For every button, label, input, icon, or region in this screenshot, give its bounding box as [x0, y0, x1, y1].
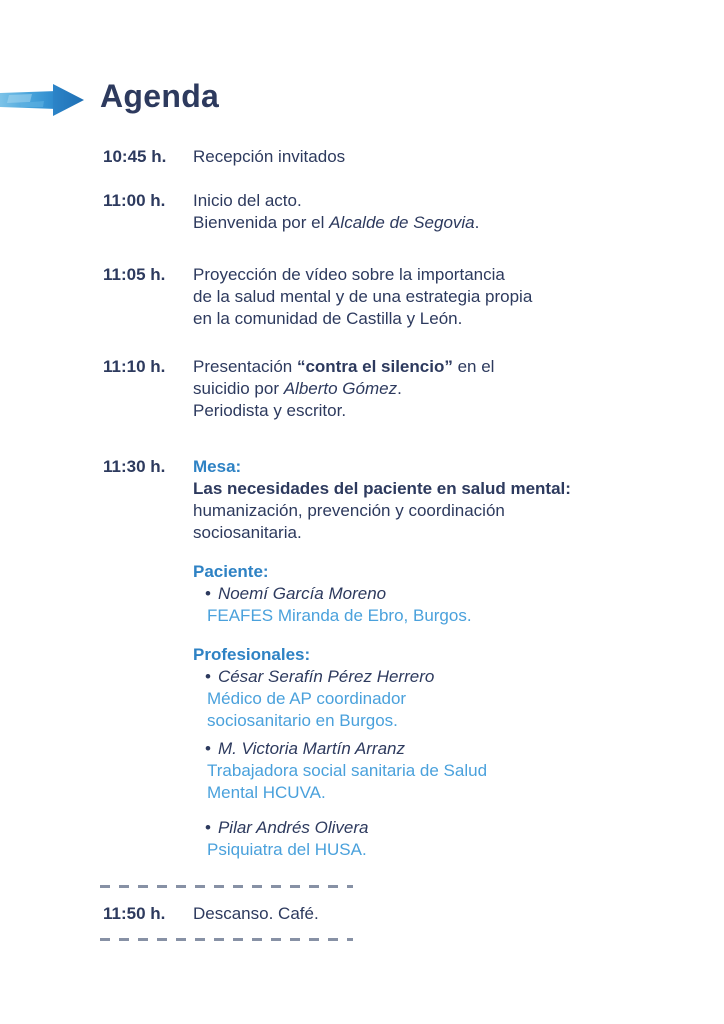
- text-segment: Proyección de vídeo sobre la importancia: [193, 265, 505, 284]
- speaker-name: M. Victoria Martín Arranz: [217, 739, 406, 758]
- group-header: Profesionales:: [193, 645, 311, 664]
- text-segment: Periodista y escritor.: [193, 401, 347, 420]
- bullet-icon: •: [205, 584, 211, 603]
- text-segment: Inicio del acto.: [193, 191, 302, 210]
- text-line: [193, 500, 571, 522]
- time-label: 11:50 h.: [103, 904, 166, 923]
- time-label: 11:00 h.: [103, 191, 166, 210]
- speaker-line: [205, 738, 571, 760]
- dashed-divider: [100, 938, 353, 941]
- agenda-item-1045: [103, 146, 643, 168]
- text-line: [193, 522, 571, 544]
- arrow-icon-svg: [0, 81, 88, 119]
- text-line: [193, 286, 532, 308]
- text-line: [193, 146, 345, 168]
- agenda-item-1110: [103, 356, 643, 422]
- text-segment: .: [397, 379, 402, 398]
- text-line: [193, 356, 494, 378]
- speaker-role: FEAFES Miranda de Ebro, Burgos.: [207, 606, 472, 625]
- speaker-role: Mental HCUVA.: [207, 783, 326, 802]
- text-segment: en la comunidad de Castilla y León.: [193, 309, 463, 328]
- time-label: 11:05 h.: [103, 265, 166, 284]
- mesa-label: Mesa:: [193, 457, 242, 476]
- text-segment: Recepción invitados: [193, 147, 346, 166]
- speaker-group-profesionales: [193, 644, 571, 861]
- arrow-icon: [0, 81, 88, 119]
- speaker-role: Psiquiatra del HUSA.: [207, 840, 367, 859]
- bullet-icon: •: [205, 739, 211, 758]
- time-label: 11:10 h.: [103, 357, 166, 376]
- text-line: [193, 400, 494, 422]
- text-segment-bold: “contra el silencio”: [296, 357, 453, 376]
- item-content: [193, 146, 345, 168]
- text-segment-italic: Alberto Gómez: [283, 379, 398, 398]
- speaker-name: Pilar Andrés Olivera: [217, 818, 369, 837]
- mesa-title: Las necesidades del paciente en salud mental:: [193, 479, 571, 498]
- speaker-role: sociosanitario en Burgos.: [207, 711, 398, 730]
- speaker-line: [205, 583, 571, 605]
- item-content: [193, 190, 479, 234]
- time-label: 10:45 h.: [103, 147, 167, 166]
- agenda-item-1105: [103, 264, 643, 330]
- text-line: [193, 264, 532, 286]
- text-segment: Presentación: [193, 357, 297, 376]
- text-segment: sociosanitaria.: [193, 523, 302, 542]
- text-segment: .: [474, 213, 480, 232]
- text-segment: en el: [452, 357, 495, 376]
- agenda-item-1150: [103, 903, 643, 925]
- bullet-icon: •: [205, 818, 211, 837]
- text-segment-italic: Alcalde de Segovia: [329, 213, 475, 232]
- text-segment: Descanso. Café.: [193, 904, 319, 923]
- item-content: [193, 903, 319, 925]
- speaker-line: [205, 666, 571, 688]
- page-title: Agenda: [100, 78, 220, 114]
- text-line: [193, 903, 319, 925]
- group-header: Paciente:: [193, 562, 269, 581]
- item-content: [193, 264, 532, 330]
- text-line: [193, 378, 494, 400]
- agenda-item-1130: [103, 456, 643, 861]
- speaker-line: [205, 817, 571, 839]
- text-line: [193, 308, 532, 330]
- agenda-list: [103, 146, 643, 941]
- speaker-group-paciente: [193, 561, 571, 627]
- speaker-name: Noemí García Moreno: [217, 584, 387, 603]
- text-line: [193, 212, 479, 234]
- text-segment: humanización, prevención y coordinación: [193, 501, 505, 520]
- dashed-divider: [100, 885, 353, 888]
- text-segment: suicidio por: [193, 379, 284, 398]
- speaker-role: Médico de AP coordinador: [207, 689, 407, 708]
- item-content: [193, 456, 571, 861]
- item-content: [193, 356, 494, 422]
- bullet-icon: •: [205, 667, 211, 686]
- time-label: 11:30 h.: [103, 457, 166, 476]
- text-line: [193, 190, 479, 212]
- speaker-name: César Serafín Pérez Herrero: [217, 667, 435, 686]
- speaker-role: Trabajadora social sanitaria de Salud: [207, 761, 488, 780]
- agenda-item-1100: [103, 190, 643, 234]
- text-segment: Bienvenida por el: [193, 213, 330, 232]
- text-segment: de la salud mental y de una estrategia propia: [193, 287, 533, 306]
